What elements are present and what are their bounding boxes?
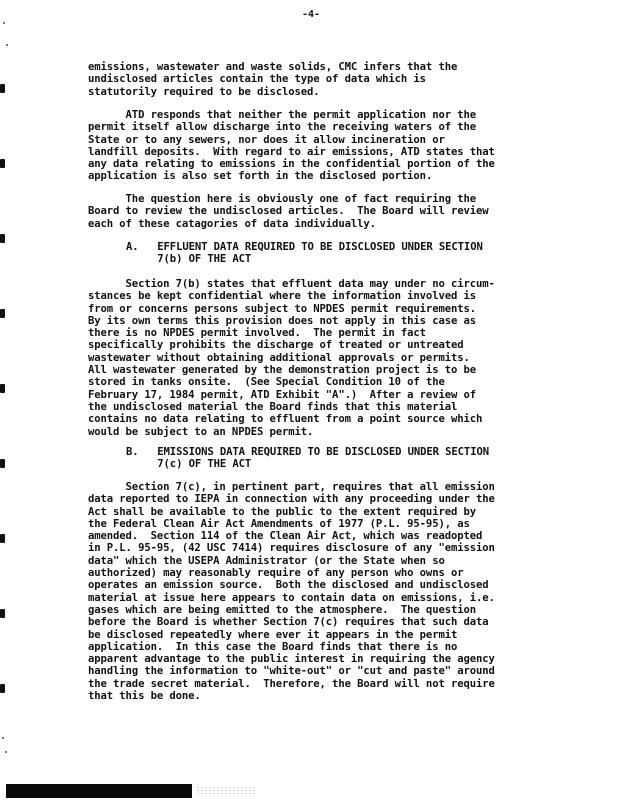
text-line: data reported to IEPA in connection with any proceeding under the	[88, 493, 495, 506]
text-line: operates an emission source. Both the disclosed and undisclosed	[88, 579, 489, 592]
margin-mark	[0, 534, 5, 543]
text-line: authorized) may reasonably require of any person who owns or	[88, 567, 464, 580]
text-line: each of these catagories of data individually.	[88, 217, 376, 230]
text-line: undisclosed articles contain the type of data which is	[88, 73, 426, 86]
heading-line: B. EMISSIONS DATA REQUIRED TO BE DISCLOSED UNDER SECTION	[126, 446, 489, 458]
paragraph-intro	[88, 61, 568, 98]
scan-speck	[5, 751, 7, 753]
heading-line: A. EFFLUENT DATA REQUIRED TO BE DISCLOSED UNDER SECTION	[126, 241, 483, 253]
text-line: the Federal Clean Air Act Amendments of 1977 (P.L. 95-95), as	[88, 517, 470, 530]
text-line: material at issue here appears to contain data on emissions, i.e.	[88, 591, 495, 604]
text-line: would be subject to an NPDES permit.	[88, 425, 314, 438]
margin-mark	[0, 609, 5, 618]
text-line: from or concerns persons subject to NPDES permit requirements.	[88, 302, 476, 315]
text-line: that this be done.	[88, 690, 201, 703]
text-line: data" which the USEPA Administrator (or the State when so	[88, 554, 445, 567]
text-line: Act shall be available to the public to the extent required by	[88, 505, 476, 518]
paragraph	[88, 278, 568, 438]
text-line: before the Board is whether Section 7(c) requires that such data	[88, 616, 489, 629]
heading-line: 7(c) OF THE ACT	[126, 458, 252, 471]
text-line: any data relating to emissions in the confidential portion of the	[88, 158, 495, 171]
paragraph	[88, 61, 568, 98]
paragraph	[88, 193, 568, 230]
text-line: Board to review the undisclosed articles. The Board will review	[88, 205, 489, 218]
paragraph-question	[88, 193, 568, 230]
text-line: emissions, wastewater and waste solids, CMC infers that the	[88, 61, 458, 73]
text-line: wastewater without obtaining additional approvals or permits.	[88, 351, 470, 364]
text-line: February 17, 1984 permit, ATD Exhibit "A".) After a review of	[88, 388, 476, 401]
scan-speckle	[196, 786, 256, 796]
text-line: be disclosed repeatedly where ever it appears in the permit	[88, 628, 458, 641]
margin-mark	[0, 309, 5, 318]
margin-mark	[0, 684, 5, 693]
text-line: landfill deposits. With regard to air emissions, ATD states that	[88, 145, 495, 158]
scan-speck	[3, 22, 5, 24]
text-line: handling the information to "white-out" or "cut and paste" around	[88, 665, 495, 678]
paragraph-section-7b	[88, 278, 568, 438]
section-heading-a	[126, 241, 483, 266]
section-heading-b	[126, 446, 489, 471]
paragraph	[88, 481, 568, 702]
text-line: statutorily required to be disclosed.	[88, 85, 320, 98]
text-line: Section 7(c), in pertinent part, requires that all emission	[88, 481, 495, 493]
text-line: stored in tanks onsite. (See Special Condition 10 of the	[88, 376, 445, 389]
text-line: the trade secret material. Therefore, the Board will not require	[88, 677, 495, 690]
text-line: ATD responds that neither the permit application nor the	[88, 109, 476, 121]
text-line: there is no NPDES permit involved. The permit in fact	[88, 327, 426, 340]
paragraph-atd-response	[88, 109, 568, 183]
margin-mark	[0, 384, 5, 393]
text-line: application. In this case the Board finds that there is no	[88, 640, 458, 653]
text-line: Section 7(b) states that effluent data may under no circum-	[88, 278, 495, 290]
heading-line: 7(b) OF THE ACT	[126, 253, 252, 266]
text-line: the undisclosed material the Board finds that this material	[88, 400, 458, 413]
scan-speck	[6, 44, 8, 46]
text-line: By its own terms this provision does not apply in this case as	[88, 314, 476, 327]
text-line: in P.L. 95-95, (42 USC 7414) requires disclosure of any "emission	[88, 542, 495, 555]
text-line: contains no data relating to effluent from a point source which	[88, 413, 483, 426]
text-line: The question here is obviously one of fact requiring the	[88, 193, 476, 205]
text-line: apparent advantage to the public interest in requiring the agency	[88, 653, 495, 666]
margin-mark	[0, 459, 5, 468]
page-number: -4-	[301, 9, 321, 20]
text-line: specifically prohibits the discharge of treated or untreated	[88, 339, 464, 352]
text-line: gases which are being emitted to the atmosphere. The question	[88, 603, 476, 616]
text-line: stances be kept confidential where the information involved is	[88, 290, 476, 303]
margin-mark	[0, 159, 5, 168]
text-line: application is also set forth in the disclosed portion.	[88, 170, 433, 183]
text-line: All wastewater generated by the demonstration project is to be	[88, 364, 476, 377]
margin-mark	[0, 234, 5, 243]
text-line: permit itself allow discharge into the receiving waters of the	[88, 121, 476, 134]
scan-speck	[2, 737, 4, 739]
margin-mark	[0, 84, 5, 93]
scan-edge-bar	[6, 784, 192, 798]
text-line: amended. Section 114 of the Clean Air Act, which was readopted	[88, 530, 483, 543]
text-line: State or to any sewers, nor does it allow incineration or	[88, 133, 445, 146]
paragraph-section-7c	[88, 481, 568, 702]
paragraph	[88, 109, 568, 183]
